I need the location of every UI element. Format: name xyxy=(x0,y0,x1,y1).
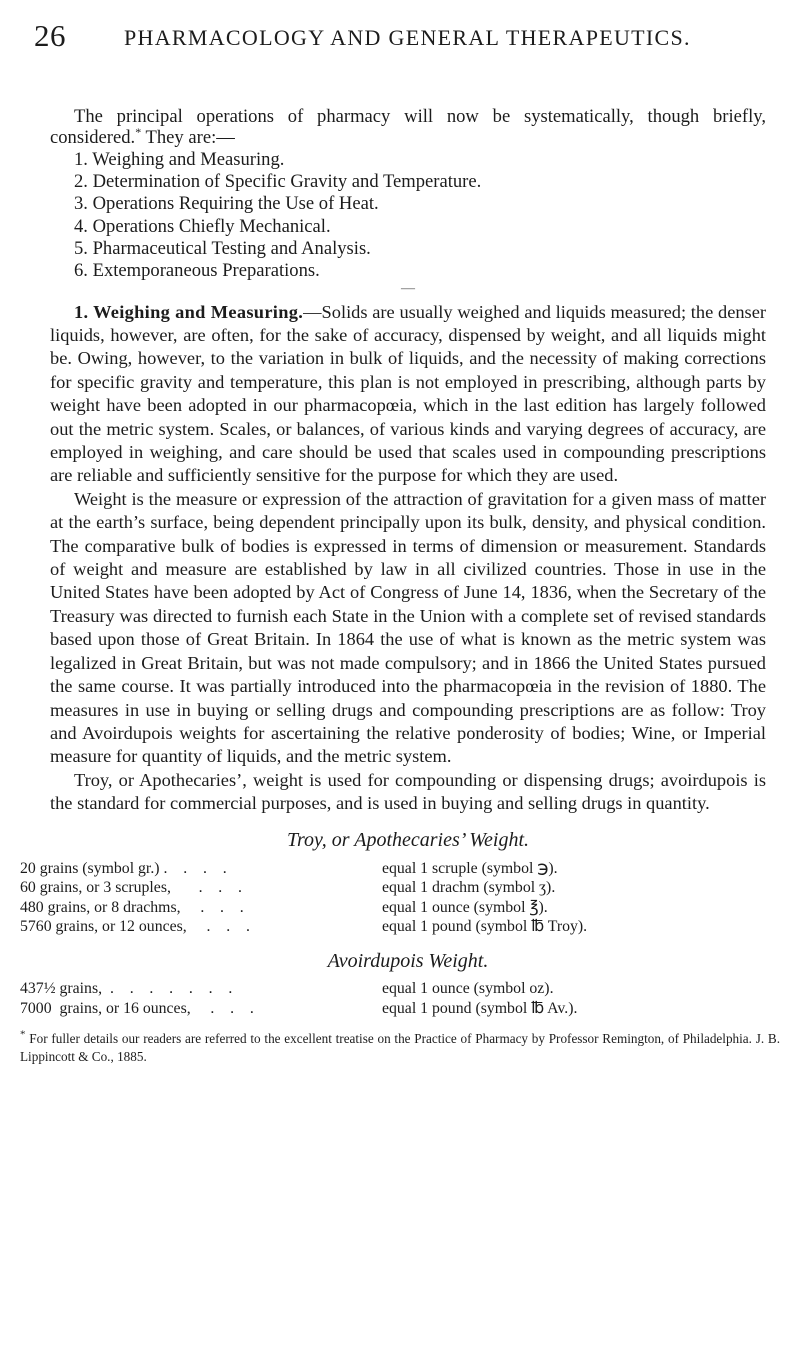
table-cell-equivalent: equal 1 pound (symbol ℔ Av.). xyxy=(382,999,578,1017)
footnote-reference: * xyxy=(135,125,142,140)
intro-text: The principal operations of pharmacy will now be systematically, though briefly, considered. xyxy=(50,106,766,149)
section-paragraph-3: Troy, or Apothecaries’, weight is used for compounding or dispensing drugs; avoirdupois is the standard for commercial purposes, and is used in buying and selling drugs in quantity. xyxy=(50,769,766,814)
table-cell-equivalent: equal 1 ounce (symbol ℥). xyxy=(382,898,548,916)
table-row xyxy=(20,859,780,879)
list-item: 2. Determination of Specific Gravity and Temperature. xyxy=(74,171,482,193)
table-row xyxy=(20,979,780,999)
list-item: 1. Weighing and Measuring. xyxy=(74,148,285,170)
table-cell-quantity: 5760 grains, or 12 ounces, . . . xyxy=(20,918,250,936)
running-head: PHARMACOLOGY AND GENERAL THERAPEUTICS. xyxy=(124,25,691,50)
table-cell-quantity: 7000 grains, or 16 ounces, . . . xyxy=(20,999,254,1017)
table-cell-equivalent: equal 1 scruple (symbol ℈). xyxy=(382,859,558,877)
section-paragraph-1 xyxy=(50,301,766,488)
page-header xyxy=(34,18,766,58)
section-divider: — xyxy=(401,280,415,296)
list-item: 5. Pharmaceutical Testing and Analysis. xyxy=(74,238,371,259)
list-item: 4. Operations Chiefly Mechanical. xyxy=(74,215,331,237)
avoirdupois-weight-table xyxy=(20,979,780,1018)
list-item: 3. Operations Requiring the Use of Heat. xyxy=(74,193,379,215)
table-cell-quantity: 480 grains, or 8 drachms, . . . xyxy=(20,898,244,916)
table-cell-quantity: 437½ grains, . . . . . . . xyxy=(20,979,233,997)
table-cell-quantity: 60 grains, or 3 scruples, . . . xyxy=(20,879,243,897)
section-paragraph-2: Weight is the measure or expression of the attraction of gravitation for a given mass of matter at the earth’s surface, being dependent principally upon its bulk, density, and physical condition. The comparative bulk of bodies is expressed in terms of dimension or measurement. Standards of weight and measure are established by law in all civilized countries. Those in use in the United States have been adopted by Act of Congress of June 14, 1836, when the Secretary of the Treasury was directed to furnish each State in the Union with a complete set of revised standards based upon those of Great Britain. In 1864 the use of what is known as the metric system was legalized in Great Britain, but was not made compulsory; and in 1866 the United States pursued the same course. It was partially introduced into the pharmacopœia in the revision of 1880. The measures in use in buying or selling drugs and compounding prescriptions are as follow: Troy and Avoirdupois weights for ascertaining the relative ponderosity of bodies; Wine, or Imperial measure for quantity of liquids, and the metric system. xyxy=(50,488,766,767)
list-item: 6. Extemporaneous Preparations. xyxy=(74,260,320,282)
table-cell-equivalent: equal 1 drachm (symbol ʒ). xyxy=(382,879,556,897)
table-cell-equivalent: equal 1 ounce (symbol oz). xyxy=(382,979,554,997)
operations-list xyxy=(50,149,766,283)
page-content xyxy=(20,106,780,1066)
intro-tail: They are:— xyxy=(141,127,235,149)
section-heading: 1. Weighing and Measuring. xyxy=(74,301,304,322)
footnote-mark: * xyxy=(20,1028,26,1041)
table-row xyxy=(20,999,780,1019)
table-row xyxy=(20,917,780,937)
footnote xyxy=(20,1030,780,1066)
footnote-text: For fuller details our readers are referred to the excellent treatise on the Practice of Pharmacy by Professor Remington, of Philadelphia. J. B. Lippincott & Co., 1885. xyxy=(20,1031,780,1065)
table-row xyxy=(20,878,780,898)
intro-paragraph xyxy=(50,106,766,149)
troy-table-title: Troy, or Apothecaries’ Weight. xyxy=(286,828,530,851)
section-paragraph-1-text: —Solids are usually weighed and liquids measured; the denser liquids, however, are often, for the sake of accuracy, dispensed by weight, and all liquids might be. Owing, however, to the variation in bulk of liquids, and the necessity of making corrections for specific gravity and temperature, this plan is not employed in prescribing, although parts by weight have been adopted in our pharmacopœia, which in the last edition has largely followed out the metric system. Scales, or balances, of various kinds and varying degrees of accuracy, are employed in weighing, and care should be used that scales used in compounding prescriptions are reliable and sufficiently sensitive for the purpose for which they are used. xyxy=(50,301,766,486)
table-row xyxy=(20,898,780,918)
table-cell-quantity: 20 grains (symbol gr.) . . . . xyxy=(20,859,227,877)
avoirdupois-table-title: Avoirdupois Weight. xyxy=(327,949,489,972)
troy-weight-table xyxy=(20,859,780,937)
page-number: 26 xyxy=(34,18,66,53)
table-cell-equivalent: equal 1 pound (symbol ℔ Troy). xyxy=(382,918,588,936)
